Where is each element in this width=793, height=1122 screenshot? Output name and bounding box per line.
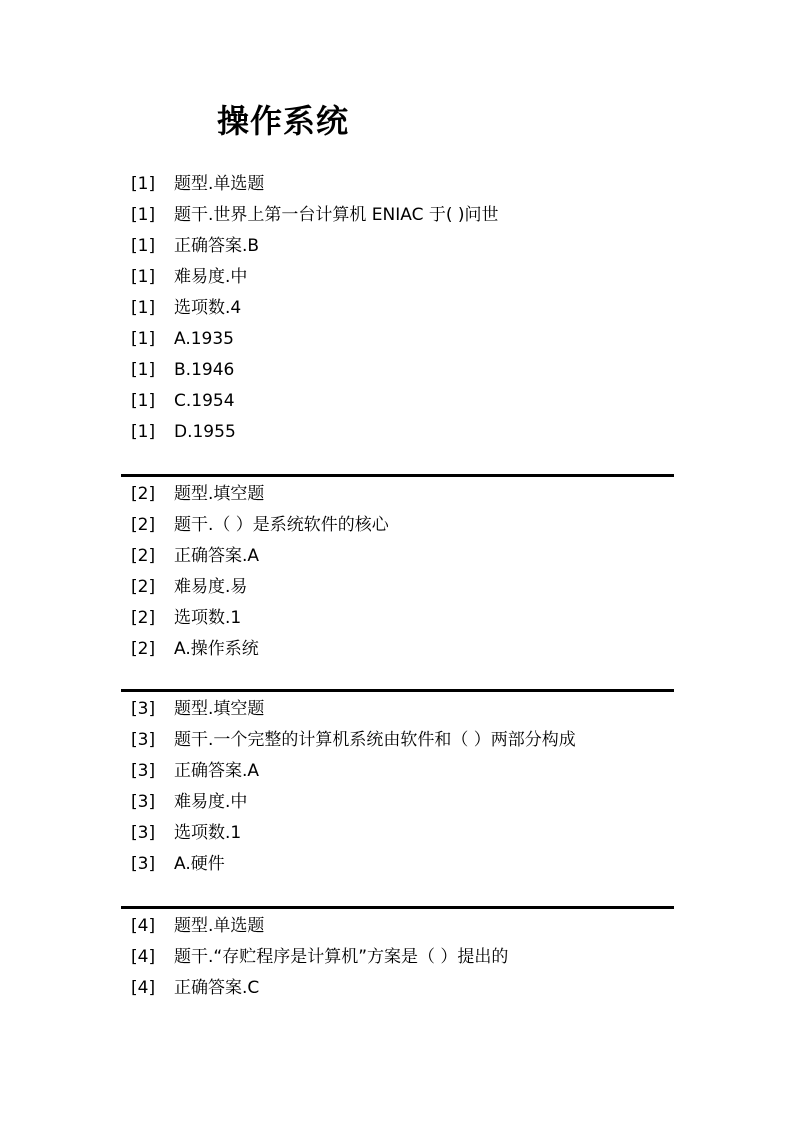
- question-number: [2]: [131, 546, 156, 566]
- question-field-text: 选项数.1: [174, 823, 242, 843]
- question-field-text: 题干.（ ）是系统软件的核心: [174, 515, 389, 535]
- question-number: [3]: [131, 792, 156, 812]
- question-line: [121, 603, 674, 634]
- question-number: [3]: [131, 761, 156, 781]
- question-field-text: 题型.单选题: [174, 174, 265, 194]
- question-field-text: 正确答案.A: [174, 546, 260, 566]
- question-line: [121, 942, 674, 973]
- question-line: [121, 756, 674, 787]
- question-line: [121, 386, 674, 417]
- question-field-text: 选项数.1: [174, 608, 242, 628]
- question-field-text: 选项数.4: [174, 298, 242, 318]
- question-field-text: B.1946: [174, 360, 235, 380]
- question-block-1: [121, 169, 674, 448]
- question-field-text: A.操作系统: [174, 639, 259, 659]
- question-number: [4]: [131, 947, 156, 967]
- question-number: [3]: [131, 854, 156, 874]
- question-line: [121, 973, 674, 1004]
- question-field-text: 正确答案.B: [174, 236, 260, 256]
- question-number: [4]: [131, 916, 156, 936]
- question-field-text: A.1935: [174, 329, 234, 349]
- question-field-text: A.硬件: [174, 854, 225, 874]
- question-line: [121, 725, 674, 756]
- question-line: [121, 293, 674, 324]
- question-number: [4]: [131, 978, 156, 998]
- question-field-text: 题型.单选题: [174, 916, 265, 936]
- question-line: [121, 818, 674, 849]
- question-line: [121, 572, 674, 603]
- question-field-text: 题干.一个完整的计算机系统由软件和（ ）两部分构成: [174, 730, 576, 750]
- question-number: [1]: [131, 329, 156, 349]
- question-field-text: 题型.填空题: [174, 699, 265, 719]
- question-line: [121, 541, 674, 572]
- question-number: [1]: [131, 174, 156, 194]
- question-block-2: [121, 474, 674, 665]
- question-number: [1]: [131, 391, 156, 411]
- question-field-text: 正确答案.C: [174, 978, 260, 998]
- question-number: [3]: [131, 730, 156, 750]
- question-line: [121, 417, 674, 448]
- question-line: [121, 849, 674, 880]
- question-line: [121, 355, 674, 386]
- question-number: [3]: [131, 699, 156, 719]
- question-number: [3]: [131, 823, 156, 843]
- question-field-text: 题干.“存贮程序是计算机”方案是（ ）提出的: [174, 947, 509, 967]
- question-number: [2]: [131, 577, 156, 597]
- question-line: [121, 231, 674, 262]
- question-number: [2]: [131, 515, 156, 535]
- question-field-text: D.1955: [174, 422, 236, 442]
- question-block-3: [121, 689, 674, 880]
- question-line: [121, 510, 674, 541]
- question-line: [121, 200, 674, 231]
- question-number: [1]: [131, 298, 156, 318]
- page-title: 操作系统: [217, 102, 350, 140]
- question-line: [121, 324, 674, 355]
- question-field-text: 正确答案.A: [174, 761, 260, 781]
- question-number: [1]: [131, 422, 156, 442]
- question-number: [1]: [131, 267, 156, 287]
- question-line: [121, 262, 674, 293]
- question-line: [121, 787, 674, 818]
- question-field-text: 题型.填空题: [174, 484, 265, 504]
- question-line: [121, 694, 674, 725]
- question-field-text: 题干.世界上第一台计算机 ENIAC 于( )问世: [174, 205, 499, 225]
- question-line: [121, 479, 674, 510]
- question-field-text: 难易度.中: [174, 792, 248, 812]
- question-number: [2]: [131, 608, 156, 628]
- question-number: [1]: [131, 360, 156, 380]
- question-block-4: [121, 906, 674, 1004]
- question-field-text: C.1954: [174, 391, 235, 411]
- question-line: [121, 169, 674, 200]
- question-number: [2]: [131, 484, 156, 504]
- question-line: [121, 634, 674, 665]
- question-field-text: 难易度.中: [174, 267, 248, 287]
- question-number: [1]: [131, 205, 156, 225]
- question-line: [121, 911, 674, 942]
- question-number: [2]: [131, 639, 156, 659]
- question-number: [1]: [131, 236, 156, 256]
- question-field-text: 难易度.易: [174, 577, 248, 597]
